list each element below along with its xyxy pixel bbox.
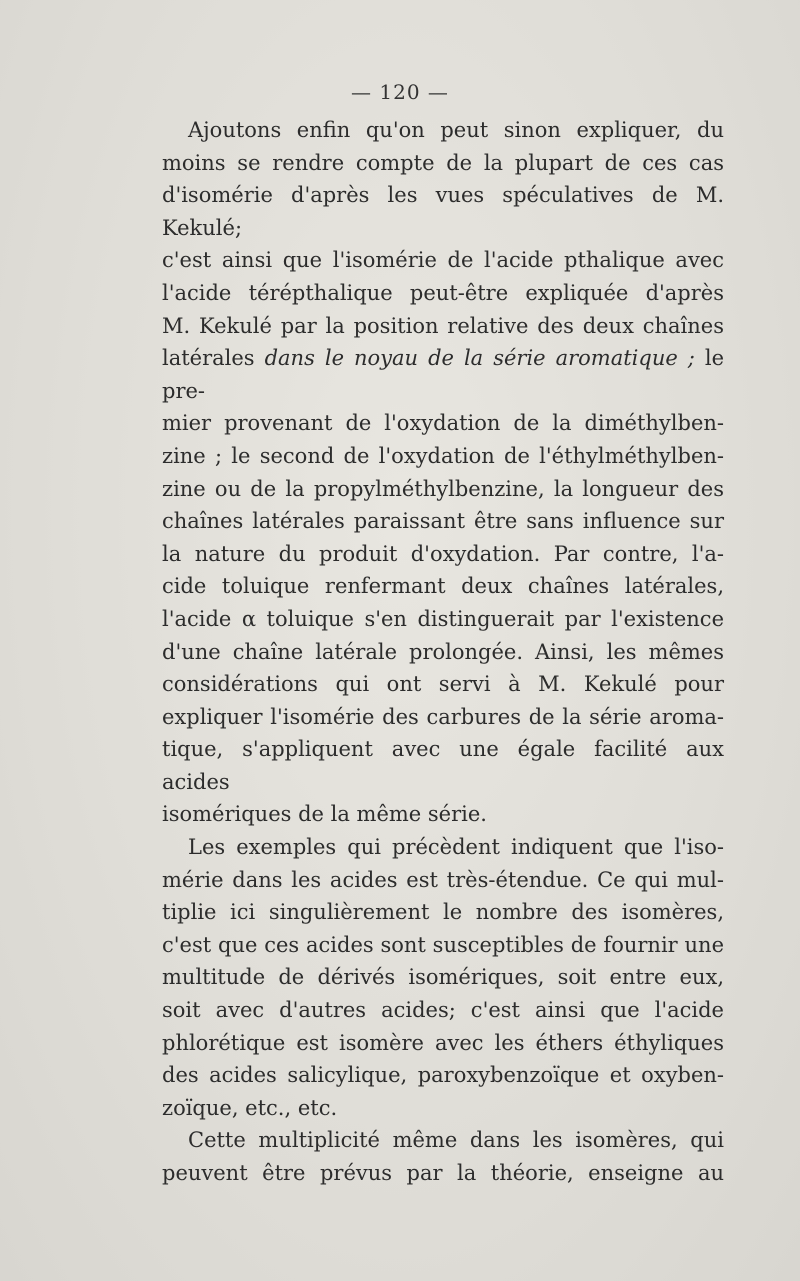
text-line: soit avec d'autres acides; c'est ainsi que l'acide [162,998,724,1023]
text-line: la nature du produit d'oxydation. Par contre, l'a- [162,541,724,566]
text-line: zine ou de la propylméthylbenzine, la longueur des [162,476,724,501]
text-line: tique, s'appliquent avec une égale facilité aux acides [162,737,724,794]
text-line: Les exemples qui précèdent indiquent que l'iso- [188,835,724,860]
text-line: cide toluique renfermant deux chaînes latérales, [162,574,724,599]
text-line: moins se rendre compte de la plupart de ces cas [162,150,724,175]
text-line: tiplie ici singulièrement le nombre des isomères, [162,900,724,925]
text-line: considérations qui ont servi à M. Kekulé pour [162,672,724,697]
text-line: peuvent être prévus par la théorie, enseigne au [162,1161,724,1185]
text-line: mérie dans les acides est très-étendue. Ce qui mul- [162,867,724,892]
text-line: d'isomérie d'après les vues spéculatives de M. Kekulé; [162,183,724,240]
text-span: le pre- [162,346,725,403]
text-line: Ajoutons enfin qu'on peut sinon expliquer, du [188,118,724,142]
page-number: — 120 — [351,80,449,104]
text-line: l'acide térépthalique peut-être expliquée d'après [162,280,724,305]
text-line: c'est ainsi que l'isomérie de l'acide pthalique avec [162,248,724,273]
text-line: M. Kekulé par la position relative des deux chaînes [162,313,724,338]
text-line [162,342,724,407]
paragraph-3 [162,1124,724,1189]
text-line: des acides salicylique, paroxybenzoïque et oxyben- [162,1063,724,1088]
text-line: d'une chaîne latérale prolongée. Ainsi, les mêmes [162,639,724,664]
text-line: expliquer l'isomérie des carbures de la série aroma- [162,704,724,729]
text-line: l'acide α toluique s'en distinguerait par l'existence [162,606,724,631]
text-span: latérales [162,346,265,371]
text-line: mier provenant de l'oxydation de la diméthylben- [162,411,724,436]
body-text [162,114,724,1190]
text-line: phlorétique est isomère avec les éthers éthyliques [162,1030,724,1055]
text-line: c'est que ces acides sont susceptibles de fournir une [162,932,724,957]
text-line: Cette multiplicité même dans les isomères, qui [188,1128,724,1153]
text-line: zoïque, etc., etc. [162,1095,338,1120]
paragraph-2 [162,831,724,1124]
text-line: zine ; le second de l'oxydation de l'éthylméthylben- [162,443,724,468]
text-line: chaînes latérales paraissant être sans influence sur [162,509,724,534]
text-line: isomériques de la même série. [162,802,487,827]
text-line: multitude de dérivés isomériques, soit entre eux, [162,965,724,990]
italic-phrase: dans le noyau de la série aromatique ; [264,346,695,371]
paragraph-1 [162,114,724,831]
